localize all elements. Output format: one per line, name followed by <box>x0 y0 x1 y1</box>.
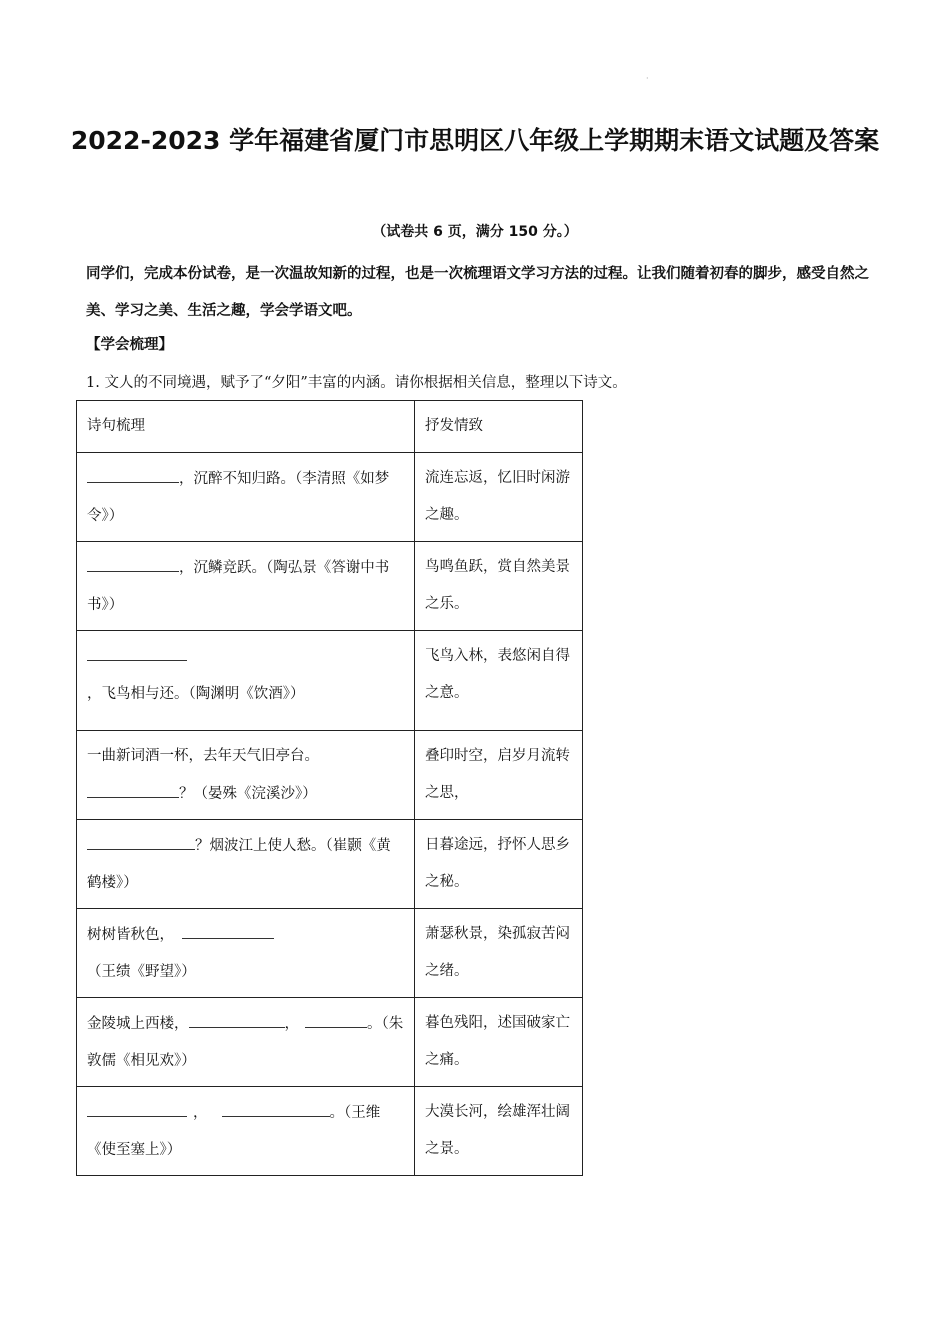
poem-cell: 树树皆秋色，（王绩《野望》） <box>77 909 415 998</box>
table-header-row <box>77 401 583 453</box>
poem-cell: 金陵城上西楼， ， 。（朱敦儒《相见欢》） <box>77 998 415 1087</box>
emotion-cell: 飞鸟入林，表悠闲自得之意。 <box>415 631 583 731</box>
poem-cell: ，飞鸟相与还。（陶渊明《饮酒》） <box>77 631 415 731</box>
question-1: 1. 文人的不同境遇，赋予了“夕阳”丰富的内涵。请你根据相关信息，整理以下诗文。 <box>86 375 627 391</box>
header-emotion: 抒发情致 <box>415 401 583 453</box>
table-row <box>77 631 583 731</box>
poem-cell: ，沉醉不知归路。（李清照《如梦令》） <box>77 453 415 542</box>
answer-blank[interactable] <box>87 460 179 483</box>
emotion-cell: 大漠长河，绘雄浑壮阔之景。 <box>415 1087 583 1176</box>
answer-blank[interactable] <box>305 1005 367 1028</box>
poem-cell: ？烟波江上使人愁。（崔颢《黄鹤楼》） <box>77 820 415 909</box>
answer-blank[interactable] <box>87 827 195 850</box>
answer-blank[interactable] <box>87 638 187 661</box>
section-title: 【学会梳理】 <box>86 337 173 353</box>
answer-blank[interactable] <box>222 1094 330 1117</box>
emotion-cell: 萧瑟秋景，染孤寂苦闷之绪。 <box>415 909 583 998</box>
table-row <box>77 820 583 909</box>
table-row <box>77 1087 583 1176</box>
table-row <box>77 453 583 542</box>
page-subtitle: （试卷共 6 页，满分 150 分。） <box>372 224 578 240</box>
table-row <box>77 909 583 998</box>
poem-table <box>76 400 583 1176</box>
page-title: 2022-2023 学年福建省厦门市思明区八年级上学期期末语文试题及答案 <box>70 126 880 155</box>
table-row <box>77 998 583 1087</box>
answer-blank[interactable] <box>189 1005 285 1028</box>
emotion-cell: 日暮途远，抒怀人思乡之秘。 <box>415 820 583 909</box>
poem-cell: ，沉鳞竞跃。（陶弘景《答谢中书书》） <box>77 542 415 631</box>
answer-blank[interactable] <box>182 916 274 939</box>
poem-cell: ， 。（王维《使至塞上》） <box>77 1087 415 1176</box>
emotion-cell: 流连忘返，忆旧时闲游之趣。 <box>415 453 583 542</box>
emotion-cell: 叠印时空，启岁月流转之思， <box>415 731 583 820</box>
intro-paragraph: 同学们，完成本份试卷，是一次温故知新的过程，也是一次梳理语文学习方法的过程。让我们随着初春的脚步，感受自然之美、学习之美、生活之趣，学会学语文吧。 <box>86 266 869 319</box>
table-row <box>77 542 583 631</box>
emotion-cell: 暮色残阳，述国破家亡之痛。 <box>415 998 583 1087</box>
corner-dot: · <box>646 74 649 83</box>
poem-cell: 一曲新词酒一杯，去年天气旧亭台。？（晏殊《浣溪沙》） <box>77 731 415 820</box>
answer-blank[interactable] <box>87 1094 187 1117</box>
header-poem-lines: 诗句梳理 <box>77 401 415 453</box>
emotion-cell: 鸟鸣鱼跃，赏自然美景之乐。 <box>415 542 583 631</box>
answer-blank[interactable] <box>87 549 179 572</box>
answer-blank[interactable] <box>87 775 179 798</box>
table-row <box>77 731 583 820</box>
